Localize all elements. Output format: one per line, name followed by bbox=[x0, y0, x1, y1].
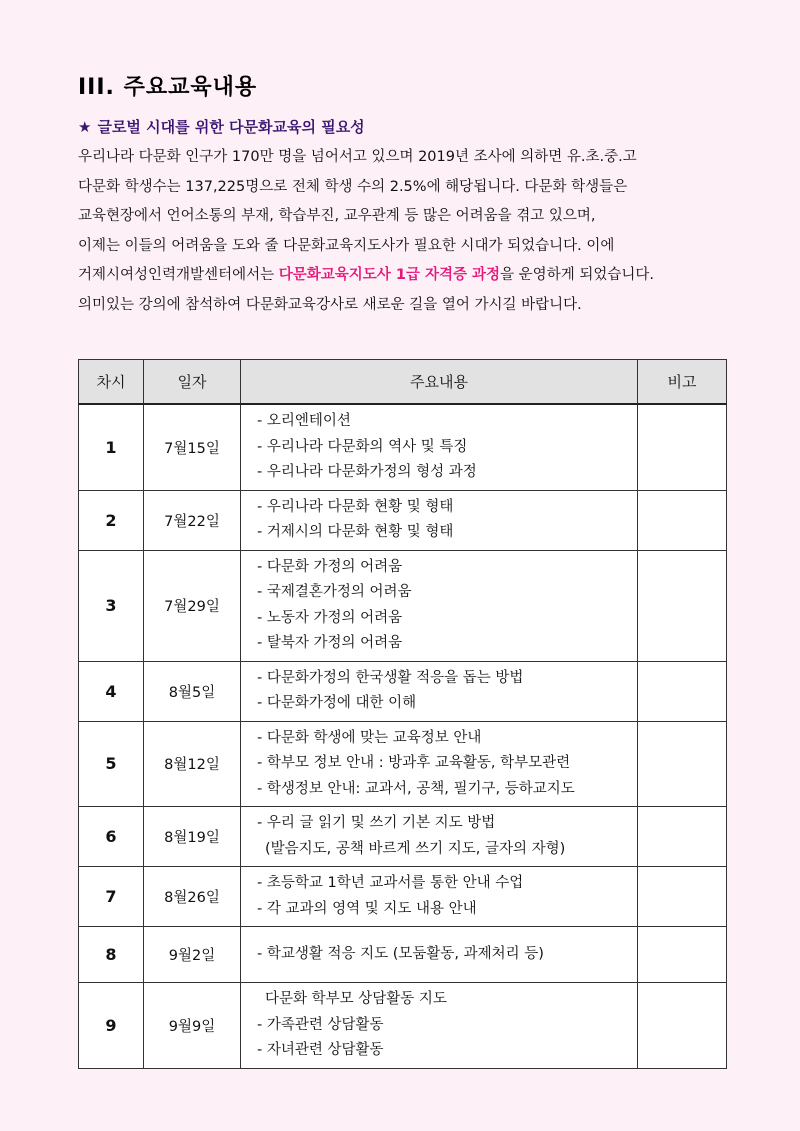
content-item: - 다문화가정에 대한 이해 bbox=[257, 695, 417, 711]
header-content: 주요내용 bbox=[241, 360, 638, 405]
session-number: 4 bbox=[79, 661, 144, 721]
content-item: - 학교생활 적응 지도 (모둠활동, 과제처리 등) bbox=[257, 945, 544, 962]
session-note bbox=[638, 721, 727, 807]
table-row bbox=[79, 983, 727, 1069]
session-note bbox=[638, 983, 727, 1069]
content-item: - 다문화 학생에 맞는 교육정보 안내 bbox=[257, 729, 482, 746]
session-number: 5 bbox=[79, 721, 144, 807]
session-number: 3 bbox=[79, 550, 144, 661]
session-date: 8월19일 bbox=[144, 807, 241, 867]
subtitle bbox=[78, 116, 365, 137]
schedule-table bbox=[78, 359, 727, 1069]
course-highlight: 다문화교육지도사 1급 자격증 과정 bbox=[278, 267, 501, 283]
session-note bbox=[638, 927, 727, 983]
content-item: (발음지도, 공책 바르게 쓰기 지도, 글자의 자형) bbox=[265, 840, 566, 857]
session-note bbox=[638, 867, 727, 927]
table-row bbox=[79, 550, 727, 661]
session-date: 8월26일 bbox=[144, 867, 241, 927]
session-date: 9월9일 bbox=[144, 983, 241, 1069]
content-item: - 우리나라 다문화가정의 형성 과정 bbox=[257, 464, 477, 480]
content-item: - 거제시의 다문화 현황 및 형태 bbox=[257, 524, 454, 540]
session-note bbox=[638, 550, 727, 661]
session-note bbox=[638, 661, 727, 721]
table-row bbox=[79, 867, 727, 927]
content-item: - 다문화가정의 한국생활 적응을 돕는 방법 bbox=[257, 669, 524, 686]
session-number: 1 bbox=[79, 404, 144, 490]
intro-line bbox=[78, 261, 738, 291]
table-row bbox=[79, 807, 727, 867]
session-date: 9월2일 bbox=[144, 927, 241, 983]
content-item: - 오리엔테이션 bbox=[257, 413, 351, 429]
session-content bbox=[241, 661, 638, 721]
session-number: 2 bbox=[79, 490, 144, 550]
session-content bbox=[241, 490, 638, 550]
session-number: 6 bbox=[79, 807, 144, 867]
content-item: - 우리나라 다문화 현황 및 형태 bbox=[257, 498, 454, 515]
session-date: 8월5일 bbox=[144, 661, 241, 721]
content-item: - 우리나라 다문화의 역사 및 특징 bbox=[257, 438, 468, 455]
intro-text: 을 운영하게 되었습니다. bbox=[500, 267, 654, 283]
session-note bbox=[638, 807, 727, 867]
session-date: 8월12일 bbox=[144, 721, 241, 807]
subtitle-text: 글로벌 시대를 위한 다문화교육의 필요성 bbox=[97, 118, 365, 136]
table-row bbox=[79, 404, 727, 490]
content-item: - 자녀관련 상담활동 bbox=[257, 1042, 384, 1058]
session-content bbox=[241, 404, 638, 490]
session-content bbox=[241, 867, 638, 927]
intro-paragraph bbox=[78, 143, 738, 320]
session-number: 8 bbox=[79, 927, 144, 983]
content-item: - 가족관련 상담활동 bbox=[257, 1016, 384, 1033]
content-item: - 학부모 정보 안내 : 방과후 교육활동, 학부모관련 bbox=[257, 755, 571, 771]
intro-line: 우리나라 다문화 인구가 170만 명을 넘어서고 있으며 2019년 조사에 의하면 유.초.중.고 bbox=[78, 149, 637, 165]
content-item: - 우리 글 읽기 및 쓰기 기본 지도 방법 bbox=[257, 815, 496, 831]
table-row bbox=[79, 927, 727, 983]
content-item: - 탈북자 가정의 어려움 bbox=[257, 635, 403, 651]
table-row bbox=[79, 721, 727, 807]
content-item: - 다문화 가정의 어려움 bbox=[257, 558, 403, 575]
session-number: 9 bbox=[79, 983, 144, 1069]
content-item: - 초등학교 1학년 교과서를 통한 안내 수업 bbox=[257, 875, 524, 891]
content-item: 다문화 학부모 상담활동 지도 bbox=[265, 991, 447, 1007]
session-date: 7월15일 bbox=[144, 404, 241, 490]
table-row bbox=[79, 661, 727, 721]
session-note bbox=[638, 490, 727, 550]
content-item: - 노동자 가정의 어려움 bbox=[257, 609, 403, 626]
section-title: III. 주요교육내용 bbox=[78, 75, 258, 100]
content-item: - 학생정보 안내: 교과서, 공책, 필기구, 등하교지도 bbox=[257, 780, 575, 797]
table-row bbox=[79, 490, 727, 550]
session-content bbox=[241, 983, 638, 1069]
table-header-row bbox=[79, 360, 727, 405]
session-date: 7월22일 bbox=[144, 490, 241, 550]
intro-line: 교육현장에서 언어소통의 부재, 학습부진, 교우관계 등 많은 어려움을 겪고 있으며, bbox=[78, 208, 596, 224]
session-number: 7 bbox=[79, 867, 144, 927]
session-note bbox=[638, 404, 727, 490]
schedule-body bbox=[79, 404, 727, 1068]
session-content bbox=[241, 807, 638, 867]
header-session: 차시 bbox=[79, 360, 144, 405]
intro-text: 거제시여성인력개발센터에서는 bbox=[78, 267, 279, 283]
session-content bbox=[241, 721, 638, 807]
header-note: 비고 bbox=[638, 360, 727, 405]
star-icon: ★ bbox=[78, 118, 92, 136]
session-content bbox=[241, 550, 638, 661]
intro-line: 이제는 이들의 어려움을 도와 줄 다문화교육지도사가 필요한 시대가 되었습니다. 이에 bbox=[78, 237, 615, 254]
session-content bbox=[241, 927, 638, 983]
content-item: - 각 교과의 영역 및 지도 내용 안내 bbox=[257, 900, 477, 917]
session-date: 7월29일 bbox=[144, 550, 241, 661]
header-date: 일자 bbox=[144, 360, 241, 405]
intro-line: 의미있는 강의에 참석하여 다문화교육강사로 새로운 길을 열어 가시길 바랍니다. bbox=[78, 296, 582, 313]
content-item: - 국제결혼가정의 어려움 bbox=[257, 584, 412, 600]
intro-line: 다문화 학생수는 137,225명으로 전체 학생 수의 2.5%에 해당됩니다. 다문화 학생들은 bbox=[78, 178, 628, 195]
